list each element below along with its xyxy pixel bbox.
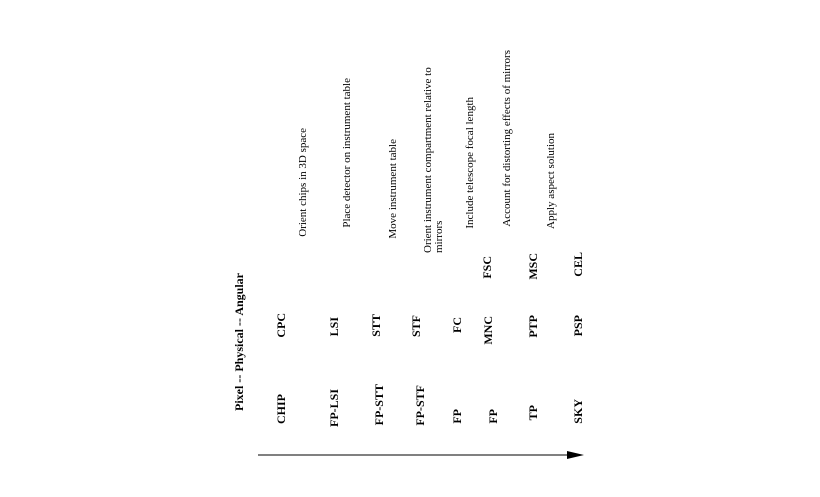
description-mirror-distortion: Account for distorting effects of mirrors: [501, 50, 513, 227]
description-move-table: Move instrument table: [387, 139, 399, 239]
pixel-code-fp-2: FP: [486, 409, 500, 424]
pixel-code-tp: TP: [526, 405, 540, 421]
column-header: Pixel -- Physical -- Angular: [232, 273, 246, 411]
pixel-code-fp-stf: FP-STF: [413, 385, 427, 426]
description-place-detector: Place detector on instrument table: [341, 78, 353, 228]
pixel-code-chip: CHIP: [274, 394, 288, 424]
physical-code-psp: PSP: [571, 315, 585, 337]
physical-code-cpc: CPC: [274, 313, 288, 338]
physical-code-mnc: MNC: [481, 316, 495, 345]
pixel-code-fp-lsi: FP-LSI: [327, 389, 341, 428]
physical-code-ptp: PTP: [526, 315, 540, 338]
pixel-code-fp-stt: FP-STT: [372, 384, 386, 426]
angular-code-cel: CEL: [571, 252, 585, 277]
physical-code-stt: STT: [369, 314, 383, 337]
angular-code-fsc: FSC: [480, 256, 494, 279]
pixel-code-fp: FP: [450, 409, 464, 424]
description-orient-chips: Orient chips in 3D space: [297, 128, 309, 237]
arrow-head: [567, 451, 584, 459]
physical-code-stf: STF: [409, 315, 423, 338]
description-orient-compartment: Orient instrument compartment relative to mirrors: [422, 67, 445, 253]
angular-code-msc: MSC: [526, 253, 540, 280]
physical-code-fc: FC: [450, 317, 464, 333]
physical-code-lsi: LSI: [327, 317, 341, 337]
description-telescope-focal-length: Include telescope focal length: [464, 97, 476, 229]
description-aspect-solution: Apply aspect solution: [545, 133, 557, 229]
pixel-code-sky: SKY: [571, 399, 585, 424]
